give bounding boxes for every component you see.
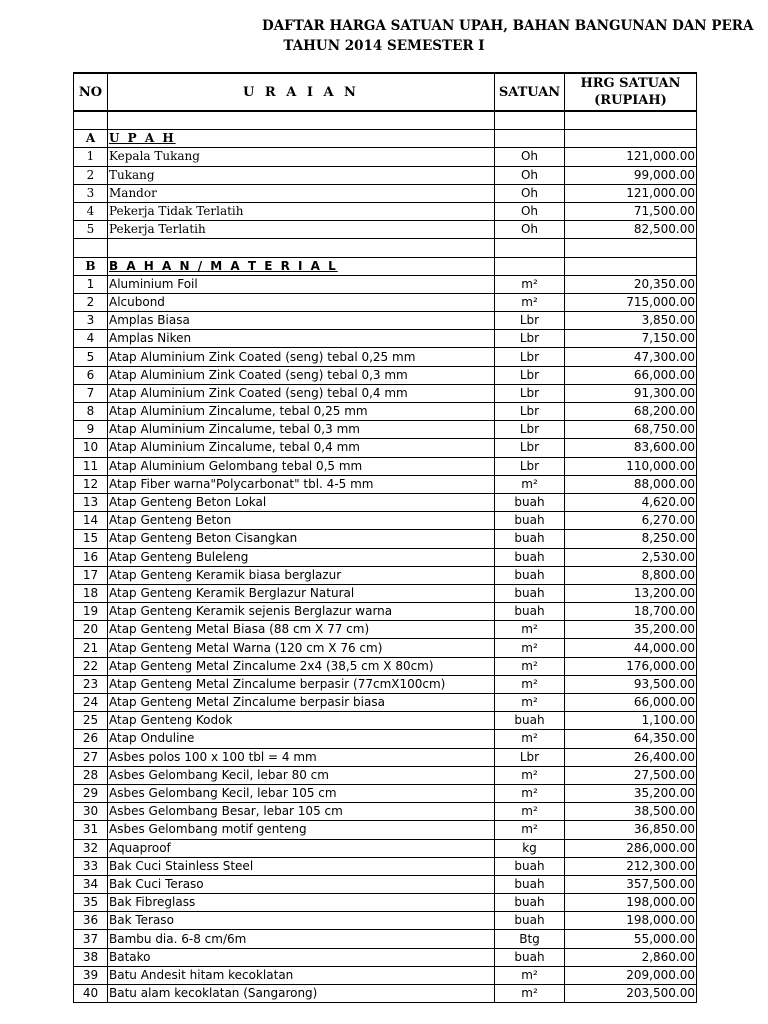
table-row [74, 621, 697, 639]
cell-harga: 121,000.00 [565, 148, 697, 166]
table-row [74, 330, 697, 348]
table-row [74, 912, 697, 930]
cell-harga: 47,300.00 [565, 348, 697, 366]
cell-no: 15 [74, 530, 108, 548]
table-row [74, 875, 697, 893]
cell-harga: 198,000.00 [565, 894, 697, 912]
table-row [74, 202, 697, 220]
spacer-row [74, 239, 697, 257]
cell-no: 8 [74, 403, 108, 421]
cell-no: 14 [74, 512, 108, 530]
cell-satuan: m² [495, 784, 565, 802]
cell-satuan: m² [495, 730, 565, 748]
cell-harga: 20,350.00 [565, 275, 697, 293]
table-row [74, 221, 697, 239]
table-row [74, 439, 697, 457]
cell-no: 39 [74, 966, 108, 984]
cell-no: 29 [74, 784, 108, 802]
cell-no: 2 [74, 166, 108, 184]
cell-harga: 212,300.00 [565, 857, 697, 875]
table-row [74, 475, 697, 493]
cell-satuan: Lbr [495, 312, 565, 330]
cell-harga: 198,000.00 [565, 912, 697, 930]
cell-uraian: Pekerja Tidak Terlatih [108, 202, 495, 220]
cell-satuan: buah [495, 493, 565, 511]
cell-uraian: Bambu dia. 6-8 cm/6m [108, 930, 495, 948]
cell-uraian: Amplas Biasa [108, 312, 495, 330]
table-row [74, 148, 697, 166]
table-row [74, 639, 697, 657]
cell-uraian: Atap Aluminium Zincalume, tebal 0,4 mm [108, 439, 495, 457]
cell-harga: 82,500.00 [565, 221, 697, 239]
cell-satuan: buah [495, 875, 565, 893]
cell-harga: 71,500.00 [565, 202, 697, 220]
cell-satuan: m² [495, 985, 565, 1003]
cell-uraian: Atap Aluminium Zink Coated (seng) tebal 0,4 mm [108, 384, 495, 402]
cell-uraian: Alcubond [108, 293, 495, 311]
table-row [74, 457, 697, 475]
table-row [74, 548, 697, 566]
cell-harga: 55,000.00 [565, 930, 697, 948]
cell-harga: 38,500.00 [565, 803, 697, 821]
cell-no: 3 [74, 312, 108, 330]
cell-harga: 93,500.00 [565, 675, 697, 693]
cell-satuan: Btg [495, 930, 565, 948]
cell-satuan: Lbr [495, 384, 565, 402]
cell-harga: 35,200.00 [565, 621, 697, 639]
cell-harga: 68,200.00 [565, 403, 697, 421]
cell-harga: 91,300.00 [565, 384, 697, 402]
table-row [74, 694, 697, 712]
cell-no: 1 [74, 148, 108, 166]
cell-uraian: Asbes polos 100 x 100 tbl = 4 mm [108, 748, 495, 766]
cell-satuan: m² [495, 657, 565, 675]
section-b-label: B [74, 257, 108, 275]
cell-no: 25 [74, 712, 108, 730]
table-row [74, 603, 697, 621]
cell-no: 30 [74, 803, 108, 821]
cell-no: 3 [74, 184, 108, 202]
cell-uraian: Atap Genteng Keramik biasa berglazur [108, 566, 495, 584]
cell-uraian: Bak Cuci Teraso [108, 875, 495, 893]
cell-uraian: Atap Aluminium Gelombang tebal 0,5 mm [108, 457, 495, 475]
cell-uraian: Asbes Gelombang motif genteng [108, 821, 495, 839]
cell-no: 5 [74, 221, 108, 239]
cell-uraian: Atap Genteng Metal Zincalume 2x4 (38,5 cm X 80cm) [108, 657, 495, 675]
cell-harga: 715,000.00 [565, 293, 697, 311]
cell-no: 26 [74, 730, 108, 748]
cell-harga: 286,000.00 [565, 839, 697, 857]
cell-no: 37 [74, 930, 108, 948]
section-a-title: U P A H [108, 130, 495, 148]
cell-harga: 357,500.00 [565, 875, 697, 893]
cell-satuan: Lbr [495, 439, 565, 457]
cell-satuan: m² [495, 293, 565, 311]
cell-satuan: Oh [495, 184, 565, 202]
cell-uraian: Atap Genteng Beton Cisangkan [108, 530, 495, 548]
table-row [74, 821, 697, 839]
cell-harga: 2,530.00 [565, 548, 697, 566]
table-row [74, 184, 697, 202]
cell-no: 12 [74, 475, 108, 493]
cell-harga: 2,860.00 [565, 948, 697, 966]
table-row [74, 985, 697, 1003]
cell-satuan: Oh [495, 166, 565, 184]
cell-uraian: Atap Genteng Metal Biasa (88 cm X 77 cm) [108, 621, 495, 639]
cell-uraian: Atap Genteng Metal Warna (120 cm X 76 cm) [108, 639, 495, 657]
cell-no: 35 [74, 894, 108, 912]
cell-satuan: Lbr [495, 457, 565, 475]
cell-harga: 1,100.00 [565, 712, 697, 730]
cell-harga: 83,600.00 [565, 439, 697, 457]
cell-no: 7 [74, 384, 108, 402]
table-row [74, 421, 697, 439]
table-row [74, 166, 697, 184]
table-row [74, 403, 697, 421]
cell-harga: 66,000.00 [565, 366, 697, 384]
cell-no: 11 [74, 457, 108, 475]
cell-harga: 99,000.00 [565, 166, 697, 184]
cell-uraian: Amplas Niken [108, 330, 495, 348]
section-b-title: B A H A N / M A T E R I A L [108, 257, 495, 275]
cell-harga: 203,500.00 [565, 985, 697, 1003]
cell-satuan: m² [495, 675, 565, 693]
cell-harga: 8,250.00 [565, 530, 697, 548]
cell-satuan: buah [495, 894, 565, 912]
cell-uraian: Atap Aluminium Zincalume, tebal 0,3 mm [108, 421, 495, 439]
header-harga-line1: HRG SATUAN [580, 76, 681, 91]
cell-harga: 13,200.00 [565, 584, 697, 602]
cell-satuan: buah [495, 912, 565, 930]
cell-no: 6 [74, 366, 108, 384]
cell-no: 31 [74, 821, 108, 839]
cell-no: 16 [74, 548, 108, 566]
cell-satuan: buah [495, 948, 565, 966]
cell-satuan: buah [495, 584, 565, 602]
table-row [74, 748, 697, 766]
cell-uraian: Atap Aluminium Zink Coated (seng) tebal 0,25 mm [108, 348, 495, 366]
cell-uraian: Pekerja Terlatih [108, 221, 495, 239]
cell-no: 23 [74, 675, 108, 693]
table-row [74, 293, 697, 311]
cell-no: 38 [74, 948, 108, 966]
cell-no: 9 [74, 421, 108, 439]
header-harga-line2: (RUPIAH) [594, 93, 667, 108]
cell-no: 33 [74, 857, 108, 875]
table-row [74, 839, 697, 857]
cell-harga: 4,620.00 [565, 493, 697, 511]
cell-harga: 35,200.00 [565, 784, 697, 802]
table-row [74, 766, 697, 784]
table-header-row [74, 73, 697, 111]
table-row [74, 657, 697, 675]
table-row [74, 312, 697, 330]
cell-no: 4 [74, 202, 108, 220]
cell-harga: 209,000.00 [565, 966, 697, 984]
cell-uraian: Bak Teraso [108, 912, 495, 930]
cell-satuan: m² [495, 694, 565, 712]
cell-uraian: Aquaproof [108, 839, 495, 857]
cell-no: 32 [74, 839, 108, 857]
table-row [74, 566, 697, 584]
cell-harga: 26,400.00 [565, 748, 697, 766]
cell-satuan: buah [495, 530, 565, 548]
table-row [74, 493, 697, 511]
cell-harga: 8,800.00 [565, 566, 697, 584]
table-row [74, 384, 697, 402]
cell-harga: 7,150.00 [565, 330, 697, 348]
cell-satuan: kg [495, 839, 565, 857]
cell-harga: 176,000.00 [565, 657, 697, 675]
table-row [74, 530, 697, 548]
cell-satuan: m² [495, 475, 565, 493]
cell-satuan: m² [495, 803, 565, 821]
cell-satuan: buah [495, 548, 565, 566]
table-row [74, 894, 697, 912]
cell-satuan: Lbr [495, 366, 565, 384]
cell-satuan: m² [495, 275, 565, 293]
cell-harga: 110,000.00 [565, 457, 697, 475]
section-b-row [74, 257, 697, 275]
cell-harga: 27,500.00 [565, 766, 697, 784]
cell-no: 40 [74, 985, 108, 1003]
spacer-row [74, 111, 697, 130]
cell-satuan: m² [495, 621, 565, 639]
cell-harga: 44,000.00 [565, 639, 697, 657]
cell-uraian: Asbes Gelombang Kecil, lebar 80 cm [108, 766, 495, 784]
cell-satuan: buah [495, 603, 565, 621]
cell-uraian: Aluminium Foil [108, 275, 495, 293]
cell-harga: 3,850.00 [565, 312, 697, 330]
cell-satuan: Lbr [495, 403, 565, 421]
cell-satuan: m² [495, 966, 565, 984]
header-satuan: SATUAN [495, 73, 565, 111]
cell-no: 17 [74, 566, 108, 584]
cell-no: 1 [74, 275, 108, 293]
cell-no: 2 [74, 293, 108, 311]
cell-satuan: m² [495, 766, 565, 784]
cell-satuan: Oh [495, 202, 565, 220]
cell-satuan: Lbr [495, 330, 565, 348]
cell-uraian: Batako [108, 948, 495, 966]
table-row [74, 366, 697, 384]
table-row [74, 348, 697, 366]
cell-no: 5 [74, 348, 108, 366]
cell-satuan: Oh [495, 148, 565, 166]
cell-harga: 121,000.00 [565, 184, 697, 202]
cell-satuan: Lbr [495, 748, 565, 766]
cell-uraian: Kepala Tukang [108, 148, 495, 166]
table-row [74, 512, 697, 530]
table-row [74, 584, 697, 602]
price-table [73, 72, 697, 1003]
header-uraian: U R A I A N [108, 73, 495, 111]
cell-uraian: Atap Aluminium Zincalume, tebal 0,25 mm [108, 403, 495, 421]
cell-uraian: Batu alam kecoklatan (Sangarong) [108, 985, 495, 1003]
header-no: NO [74, 73, 108, 111]
cell-no: 10 [74, 439, 108, 457]
header-harga [565, 73, 697, 111]
cell-no: 27 [74, 748, 108, 766]
cell-uraian: Atap Genteng Metal Zincalume berpasir (77cmX100cm) [108, 675, 495, 693]
cell-harga: 66,000.00 [565, 694, 697, 712]
cell-uraian: Atap Genteng Buleleng [108, 548, 495, 566]
cell-uraian: Atap Aluminium Zink Coated (seng) tebal 0,3 mm [108, 366, 495, 384]
cell-uraian: Asbes Gelombang Besar, lebar 105 cm [108, 803, 495, 821]
cell-harga: 68,750.00 [565, 421, 697, 439]
cell-satuan: buah [495, 566, 565, 584]
cell-uraian: Atap Genteng Keramik Berglazur Natural [108, 584, 495, 602]
cell-harga: 36,850.00 [565, 821, 697, 839]
table-row [74, 275, 697, 293]
cell-satuan: Oh [495, 221, 565, 239]
document-title: DAFTAR HARGA SATUAN UPAH, BAHAN BANGUNAN DAN PERA [262, 18, 754, 34]
table-row [74, 948, 697, 966]
table-row [74, 930, 697, 948]
table-row [74, 803, 697, 821]
section-a-label: A [74, 130, 108, 148]
cell-no: 22 [74, 657, 108, 675]
cell-uraian: Atap Onduline [108, 730, 495, 748]
table-row [74, 712, 697, 730]
cell-uraian: Atap Genteng Beton Lokal [108, 493, 495, 511]
cell-harga: 18,700.00 [565, 603, 697, 621]
cell-uraian: Atap Genteng Kodok [108, 712, 495, 730]
cell-no: 28 [74, 766, 108, 784]
cell-satuan: buah [495, 712, 565, 730]
cell-no: 18 [74, 584, 108, 602]
cell-satuan: buah [495, 857, 565, 875]
cell-no: 13 [74, 493, 108, 511]
document-subtitle: TAHUN 2014 SEMESTER I [283, 38, 485, 54]
cell-uraian: Atap Genteng Keramik sejenis Berglazur warna [108, 603, 495, 621]
cell-no: 19 [74, 603, 108, 621]
table-row [74, 730, 697, 748]
cell-uraian: Tukang [108, 166, 495, 184]
section-a-row [74, 130, 697, 148]
cell-satuan: m² [495, 821, 565, 839]
table-row [74, 784, 697, 802]
cell-satuan: Lbr [495, 421, 565, 439]
cell-no: 21 [74, 639, 108, 657]
cell-harga: 64,350.00 [565, 730, 697, 748]
cell-harga: 6,270.00 [565, 512, 697, 530]
table-row [74, 857, 697, 875]
cell-no: 34 [74, 875, 108, 893]
table-row [74, 966, 697, 984]
cell-no: 4 [74, 330, 108, 348]
cell-uraian: Bak Fibreglass [108, 894, 495, 912]
cell-no: 24 [74, 694, 108, 712]
cell-uraian: Batu Andesit hitam kecoklatan [108, 966, 495, 984]
table-row [74, 675, 697, 693]
cell-satuan: buah [495, 512, 565, 530]
cell-no: 36 [74, 912, 108, 930]
cell-uraian: Atap Fiber warna"Polycarbonat" tbl. 4-5 mm [108, 475, 495, 493]
cell-no: 20 [74, 621, 108, 639]
cell-uraian: Atap Genteng Metal Zincalume berpasir biasa [108, 694, 495, 712]
cell-uraian: Asbes Gelombang Kecil, lebar 105 cm [108, 784, 495, 802]
cell-satuan: m² [495, 639, 565, 657]
cell-uraian: Mandor [108, 184, 495, 202]
cell-satuan: Lbr [495, 348, 565, 366]
cell-uraian: Atap Genteng Beton [108, 512, 495, 530]
cell-harga: 88,000.00 [565, 475, 697, 493]
cell-uraian: Bak Cuci Stainless Steel [108, 857, 495, 875]
